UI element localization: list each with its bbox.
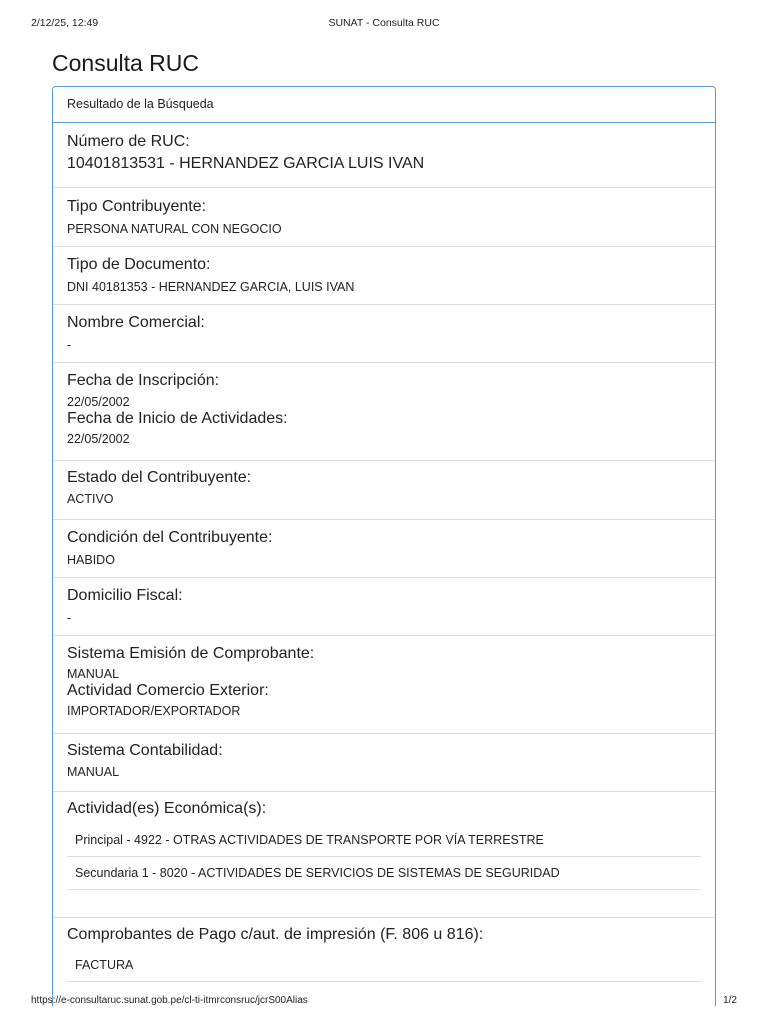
comprobante-row: FACTURA <box>67 949 701 982</box>
panel-heading: Resultado de la Búsqueda <box>53 87 715 123</box>
field-estado <box>53 461 715 520</box>
field-value: 10401813531 - HERNANDEZ GARCIA LUIS IVAN <box>67 155 425 172</box>
print-url: https://e-consultaruc.sunat.gob.pe/cl-ti-itmrconsruc/jcrS00Alias <box>31 995 308 1006</box>
field-emision-exterior <box>53 636 715 734</box>
field-label: Fecha de Inscripción: <box>67 372 220 389</box>
field-label: Tipo de Documento: <box>67 256 211 273</box>
field-value: PERSONA NATURAL CON NEGOCIO <box>67 222 282 236</box>
comprobantes-table <box>67 949 701 982</box>
field-label: Condición del Contribuyente: <box>67 529 273 546</box>
field-value: ACTIVO <box>67 492 114 506</box>
field-label: Actividad Comercio Exterior: <box>67 682 269 699</box>
activity-row: Principal - 4922 - OTRAS ACTIVIDADES DE TRANSPORTE POR VÍA TERRESTRE <box>67 824 701 857</box>
field-value: DNI 40181353 - HERNANDEZ GARCIA, LUIS IVAN <box>67 280 355 294</box>
field-label: Tipo Contribuyente: <box>67 198 207 215</box>
field-tipo-documento <box>53 247 715 305</box>
field-value: IMPORTADOR/EXPORTADOR <box>67 704 241 718</box>
field-value: 22/05/2002 <box>67 395 130 409</box>
results-panel <box>52 86 716 1006</box>
print-doc-title: SUNAT - Consulta RUC <box>328 17 440 29</box>
field-label: Sistema Contabilidad: <box>67 742 223 759</box>
field-condicion <box>53 520 715 578</box>
field-value: MANUAL <box>67 765 120 779</box>
field-value: - <box>67 338 72 352</box>
field-label: Actividad(es) Económica(s): <box>67 800 267 817</box>
field-value: 22/05/2002 <box>67 432 130 446</box>
field-label: Comprobantes de Pago c/aut. de impresión (F. 806 u 816): <box>67 926 484 943</box>
activity-row: Secundaria 1 - 8020 - ACTIVIDADES DE SERVICIOS DE SISTEMAS DE SEGURIDAD <box>67 857 701 890</box>
print-header <box>0 17 768 31</box>
field-label: Domicilio Fiscal: <box>67 587 183 604</box>
field-domicilio <box>53 578 715 636</box>
print-footer <box>0 995 768 1009</box>
activities-table <box>67 824 701 890</box>
field-label: Fecha de Inicio de Actividades: <box>67 410 288 427</box>
field-value: HABIDO <box>67 553 115 567</box>
page-title: Consulta RUC <box>52 50 199 76</box>
field-sistema-contabilidad <box>53 734 715 792</box>
field-tipo-contribuyente <box>53 188 715 247</box>
field-label: Sistema Emisión de Comprobante: <box>67 645 315 662</box>
field-nombre-comercial <box>53 305 715 363</box>
field-label: Estado del Contribuyente: <box>67 469 252 486</box>
field-comprobantes <box>53 918 715 998</box>
field-value: - <box>67 611 72 625</box>
field-label: Nombre Comercial: <box>67 314 205 331</box>
field-actividades <box>53 792 715 918</box>
print-datetime: 2/12/25, 12:49 <box>31 17 99 29</box>
field-fechas <box>53 363 715 461</box>
field-value: MANUAL <box>67 667 120 681</box>
field-ruc <box>53 123 715 188</box>
field-label: Número de RUC: <box>67 133 190 150</box>
page-number: 1/2 <box>723 995 737 1006</box>
